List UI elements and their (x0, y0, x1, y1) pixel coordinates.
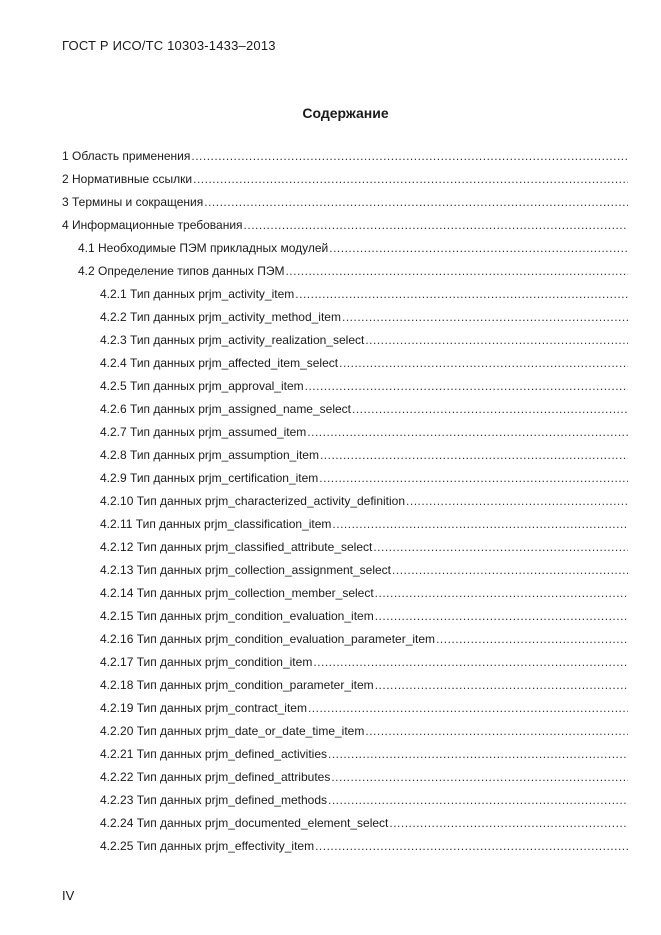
toc-entry-label: 4.2.10 Тип данных prjm_characterized_activity_definition (100, 494, 406, 508)
toc-entry-label: 4.2.16 Тип данных prjm_condition_evaluation_parameter_item (100, 632, 436, 646)
toc-leader-dots (305, 376, 628, 396)
toc-entry-label: 4.2.24 Тип данных prjm_documented_element_select (100, 816, 389, 830)
toc-entry[interactable] (100, 330, 628, 353)
document-header: ГОСТ Р ИСО/ТС 10303-1433–2013 (62, 38, 276, 53)
toc-leader-dots (191, 146, 628, 166)
toc-entry[interactable] (100, 376, 628, 399)
toc-leader-dots (308, 698, 628, 718)
toc-entry-label: 4.2.21 Тип данных prjm_defined_activities (100, 747, 327, 761)
toc-leader-dots (365, 330, 628, 350)
toc-entry-label: 2 Нормативные ссылки (62, 172, 193, 186)
toc-entry-label: 4 Информационные требования (62, 218, 243, 232)
toc-leader-dots (319, 468, 628, 488)
toc-entry-label: 4.2.18 Тип данных prjm_condition_parameter_item (100, 678, 374, 692)
toc-leader-dots (313, 652, 628, 672)
toc-leader-dots (365, 721, 628, 741)
toc-entry-label: 1 Область применения (62, 149, 191, 163)
toc-entry-label: 4.2.13 Тип данных prjm_collection_assignment_select (100, 563, 392, 577)
toc-leader-dots (204, 192, 628, 212)
toc-leader-dots (331, 767, 628, 787)
toc-leader-dots (295, 284, 628, 304)
toc-leader-dots (436, 629, 628, 649)
toc-leader-dots (307, 422, 628, 442)
toc-entry[interactable] (100, 445, 628, 468)
toc-entry[interactable] (100, 422, 628, 445)
toc-entry-label: 4.2.17 Тип данных prjm_condition_item (100, 655, 313, 669)
toc-entry[interactable] (100, 537, 628, 560)
toc-entry[interactable] (100, 514, 628, 537)
toc-entry[interactable] (100, 399, 628, 422)
toc-entry[interactable] (100, 491, 628, 514)
toc-leader-dots (332, 514, 628, 534)
toc-leader-dots (329, 238, 628, 258)
toc-entry-label: 4.2.5 Тип данных prjm_approval_item (100, 379, 304, 393)
toc-leader-dots (406, 491, 628, 511)
toc-entry-label: 4.2.15 Тип данных prjm_condition_evaluation_item (100, 609, 374, 623)
toc-entry[interactable] (100, 284, 628, 307)
toc-leader-dots (244, 215, 628, 235)
toc-entry-label: 4.2.11 Тип данных prjm_classification_item (100, 517, 332, 531)
toc-entry[interactable] (100, 583, 628, 606)
toc-entry-label: 4.2.7 Тип данных prjm_assumed_item (100, 425, 307, 439)
toc-leader-dots (375, 583, 628, 603)
toc-entry-label: 4.2 Определение типов данных ПЭМ (78, 264, 285, 278)
toc-entry[interactable] (100, 721, 628, 744)
toc-entry[interactable] (62, 169, 628, 192)
page-title: Содержание (302, 105, 389, 121)
toc-entry-label: 4.2.20 Тип данных prjm_date_or_date_time_item (100, 724, 365, 738)
toc-leader-dots (320, 445, 628, 465)
table-of-contents (0, 146, 661, 859)
toc-entry[interactable] (100, 675, 628, 698)
toc-entry-label: 4.2.23 Тип данных prjm_defined_methods (100, 793, 327, 807)
toc-entry-label: 4.2.4 Тип данных prjm_affected_item_select (100, 356, 339, 370)
toc-entry-label: 4.2.14 Тип данных prjm_collection_member_select (100, 586, 374, 600)
toc-leader-dots (193, 169, 628, 189)
page-number: IV (62, 888, 75, 903)
toc-entry[interactable] (100, 813, 628, 836)
toc-entry[interactable] (100, 767, 628, 790)
toc-leader-dots (342, 307, 628, 327)
toc-entry[interactable] (62, 215, 628, 238)
toc-entry[interactable] (100, 353, 628, 376)
toc-leader-dots (375, 675, 628, 695)
toc-entry-label: 4.2.3 Тип данных prjm_activity_realization_select (100, 333, 365, 347)
toc-entry-label: 4.2.8 Тип данных prjm_assumption_item (100, 448, 319, 462)
toc-entry-label: 4.2.22 Тип данных prjm_defined_attributes (100, 770, 331, 784)
toc-leader-dots (339, 353, 628, 373)
toc-entry-label: 4.2.1 Тип данных prjm_activity_item (100, 287, 295, 301)
toc-leader-dots (373, 537, 628, 557)
toc-entry-label: 4.2.25 Тип данных prjm_effectivity_item (100, 839, 315, 853)
toc-leader-dots (328, 744, 628, 764)
toc-entry[interactable] (78, 261, 628, 284)
toc-leader-dots (285, 261, 628, 281)
toc-entry[interactable] (100, 652, 628, 675)
toc-leader-dots (389, 813, 628, 833)
toc-entry[interactable] (62, 146, 628, 169)
toc-entry-label: 3 Термины и сокращения (62, 195, 204, 209)
toc-leader-dots (392, 560, 628, 580)
toc-entry[interactable] (100, 744, 628, 767)
toc-entry-label: 4.1 Необходимые ПЭМ прикладных модулей (78, 241, 329, 255)
toc-leader-dots (328, 790, 628, 810)
toc-entry-label: 4.2.19 Тип данных prjm_contract_item (100, 701, 307, 715)
toc-entry[interactable] (100, 606, 628, 629)
toc-entry[interactable] (100, 468, 628, 491)
toc-entry-label: 4.2.9 Тип данных prjm_certification_item (100, 471, 319, 485)
toc-entry[interactable] (100, 629, 628, 652)
toc-entry[interactable] (62, 192, 628, 215)
toc-entry[interactable] (100, 698, 628, 721)
toc-leader-dots (352, 399, 628, 419)
toc-leader-dots (315, 836, 628, 856)
toc-entry[interactable] (100, 836, 628, 859)
toc-leader-dots (375, 606, 628, 626)
toc-entry[interactable] (100, 560, 628, 583)
toc-entry-label: 4.2.12 Тип данных prjm_classified_attribute_select (100, 540, 373, 554)
toc-entry-label: 4.2.6 Тип данных prjm_assigned_name_select (100, 402, 352, 416)
toc-entry[interactable] (100, 307, 628, 330)
toc-entry-label: 4.2.2 Тип данных prjm_activity_method_item (100, 310, 341, 324)
toc-entry[interactable] (100, 790, 628, 813)
toc-entry[interactable] (78, 238, 628, 261)
